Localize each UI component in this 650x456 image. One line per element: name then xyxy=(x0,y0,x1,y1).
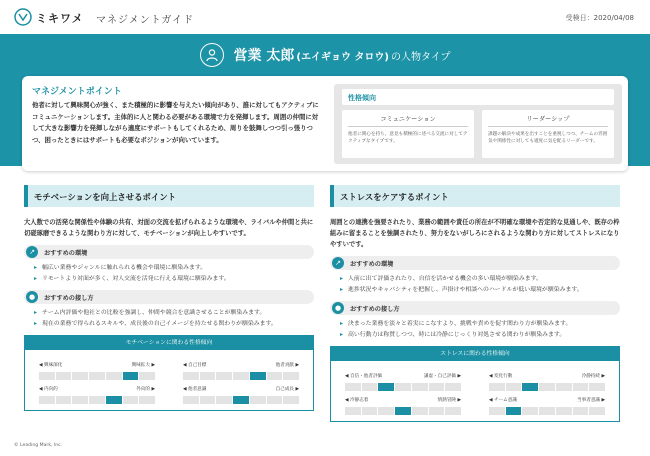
list-item: ▸ チーム内評価や他社との比較を強調し、仲間や競合を意識させることが馴染みます。 xyxy=(34,308,314,319)
scale-segment xyxy=(489,407,505,415)
approach-list xyxy=(330,319,620,340)
scale-segment xyxy=(522,407,538,415)
list-item: ▸ 人前に出て評価されたり、自信を活かせる機会の多い環境が馴染みます。 xyxy=(340,274,620,285)
person-name: 営業 太郎 xyxy=(233,48,295,64)
trait-body: 課題の解決や成果を出すことを重視しつつ、チームの雰囲気や関係性に対しても適度に気を配るリーダーです。 xyxy=(488,132,608,145)
scale-segment xyxy=(378,383,394,391)
motivation-section xyxy=(24,185,314,411)
scale-left: ◀ 自己目標 xyxy=(183,363,207,368)
scale-segment xyxy=(89,396,105,404)
scale-segment xyxy=(362,383,378,391)
subheading-environment xyxy=(24,245,314,259)
scale-segment xyxy=(378,407,394,415)
scale-segment xyxy=(506,407,522,415)
scale-segment xyxy=(267,372,283,380)
subheading-label: おすすめの接し方 xyxy=(44,295,94,302)
scale-segment xyxy=(106,396,122,404)
scale-segment xyxy=(345,407,361,415)
scale-bar xyxy=(39,396,155,404)
scale-bar xyxy=(183,396,299,404)
title-suffix: の人物タイプ xyxy=(391,51,451,63)
scale-segment xyxy=(233,396,249,404)
scale-segment xyxy=(429,407,445,415)
scale-left: ◀ 興味深化 xyxy=(39,363,63,368)
management-point-card xyxy=(22,76,628,171)
scale xyxy=(489,397,605,415)
scale-segment xyxy=(395,407,411,415)
trait-body: 他者に関心を持ち、意見も積極的に述べる交流に対してアクティブなタイプです。 xyxy=(348,132,468,145)
motivation-desc: 大人数での活発な関係性や体験の共有、対面の交流を拡げられるような環境や、ライバルや仲間と共に切磋琢磨できるような関わり方に対して、モチベーションが向上しやすいです。 xyxy=(24,219,314,237)
scale-segment xyxy=(72,396,88,404)
scale xyxy=(39,362,155,380)
scale-segment xyxy=(39,396,55,404)
scale-segment xyxy=(589,407,605,415)
scale-segment xyxy=(539,407,555,415)
scale-segment xyxy=(573,407,589,415)
scale-left: ◀ 他者意識 xyxy=(183,387,207,392)
scale-bar xyxy=(489,407,605,415)
logo-text: ミキワメ xyxy=(36,12,84,25)
scale-segment xyxy=(283,372,299,380)
scale-right: 情熱冒険 ▶ xyxy=(437,398,461,403)
copyright: © Leading Mark, Inc. xyxy=(14,443,63,448)
scale-segment xyxy=(412,383,428,391)
person-kana: (エイギョウ タロウ) xyxy=(296,51,389,63)
trend-icon: ↗ xyxy=(332,257,344,269)
scale-left: ◀ チーム意識 xyxy=(489,398,517,403)
scale-segment xyxy=(506,383,522,391)
scale-right: 他者貢献 ▶ xyxy=(275,363,299,368)
section-heading xyxy=(330,185,620,207)
stress-desc: 周囲との連携を強要されたり、業務の範囲や責任の所在が不明確な環境や否定的な見通しや、既存の枠組みに留まることを強調されたり、努力をないがしろにされるような関わり方に対してストレスになりやすいです。 xyxy=(330,219,620,248)
scale-left: ◀ 自信・他者評価 xyxy=(345,374,383,379)
management-point-title: マネジメントポイント xyxy=(32,87,122,97)
scale-segment xyxy=(106,372,122,380)
scale-left: ◀ 冷静志着 xyxy=(345,398,369,403)
scale-segment xyxy=(123,372,139,380)
trait-title: 性格傾向 xyxy=(342,89,614,105)
env-list xyxy=(330,274,620,295)
scale-segment xyxy=(522,383,538,391)
motivation-title: モチベーションを向上させるポイント xyxy=(34,192,177,202)
motivation-trend-box xyxy=(24,335,314,411)
scale-segment xyxy=(412,407,428,415)
list-item: ▸ 決まった業務を淡々と着実にこなすより、挑戦や責めを促す関わり方が馴染みます。 xyxy=(340,319,620,330)
subheading-label: おすすめの接し方 xyxy=(350,306,400,313)
scale-right: 興味拡大 ▶ xyxy=(131,363,155,368)
trait-box xyxy=(334,84,622,164)
scale-segment xyxy=(139,396,155,404)
scale-segment xyxy=(250,396,266,404)
scale-segment xyxy=(216,372,232,380)
scale-segment xyxy=(89,372,105,380)
trait-leadership xyxy=(482,110,614,158)
scale-segment xyxy=(556,383,572,391)
subheading-label: おすすめの環境 xyxy=(350,261,394,268)
guide-title: マネジメントガイド xyxy=(96,15,195,26)
scale-bar xyxy=(183,372,299,380)
scale-segment xyxy=(56,396,72,404)
stress-trend-box xyxy=(330,346,620,422)
scale-bar xyxy=(345,407,461,415)
scale-segment xyxy=(345,383,361,391)
scale-segment xyxy=(123,396,139,404)
person-icon: ● xyxy=(332,302,344,314)
person-icon xyxy=(200,43,224,67)
trend-icon: ↗ xyxy=(26,246,38,258)
scale-segment xyxy=(539,383,555,391)
list-item: ▸ 現在の業務で得られるスキルや、成長後の自己イメージを持たせる関わりが馴染みます。 xyxy=(34,319,314,330)
scale-segment xyxy=(267,396,283,404)
scale-segment xyxy=(250,372,266,380)
scale-right: 外向的 ▶ xyxy=(136,387,155,392)
scale-bar xyxy=(39,372,155,380)
scale-segment xyxy=(200,396,216,404)
scale-segment xyxy=(233,372,249,380)
scale-segment xyxy=(489,383,505,391)
scale-bar xyxy=(489,383,605,391)
trend-title: モチベーションに関わる性格傾向 xyxy=(25,336,313,350)
scale-bar xyxy=(345,383,461,391)
scale-right: 当事者意識 ▶ xyxy=(577,398,605,403)
list-item: ▸ 高い行動力は称賛しつつ、時には冷静にじっくり対処させる関わりが馴染みます。 xyxy=(340,330,620,341)
scale-segment xyxy=(200,372,216,380)
scale-right: 謙虚・自己評価 ▶ xyxy=(423,374,461,379)
list-item: ▸ リモートより対面が多く、対人交流を活発に行える環境に馴染みます。 xyxy=(34,274,314,285)
subheading-environment xyxy=(330,256,620,270)
person-icon: ● xyxy=(26,291,38,303)
scale-segment xyxy=(556,407,572,415)
subheading-approach xyxy=(24,290,314,304)
scale-segment xyxy=(395,383,411,391)
scale-segment xyxy=(39,372,55,380)
trend-title: ストレスに関わる性格傾向 xyxy=(331,347,619,361)
stress-section xyxy=(330,185,620,422)
scale xyxy=(345,373,461,391)
scale-segment xyxy=(283,396,299,404)
approach-list xyxy=(24,308,314,329)
list-item: ▸ 幅広い業務やジャンルに触れられる機会や環境に馴染みます。 xyxy=(34,263,314,274)
scale-segment xyxy=(573,383,589,391)
exam-date: 受検日：2020/04/08 xyxy=(565,14,634,22)
subheading-label: おすすめの環境 xyxy=(44,250,88,257)
scale xyxy=(183,362,299,380)
trait-head: リーダーシップ xyxy=(488,110,608,127)
scale-segment xyxy=(445,383,461,391)
scale-segment xyxy=(139,372,155,380)
scale-left: ◀ 変化行動 xyxy=(489,374,513,379)
scale-segment xyxy=(445,407,461,415)
subheading-approach xyxy=(330,301,620,315)
scale-segment xyxy=(72,372,88,380)
list-item: ▸ 進捗状況やキャパシティを把握し、声掛けや相談へのハードルが低い環境が馴染みます。 xyxy=(340,285,620,296)
env-list xyxy=(24,263,314,284)
scale-right: 冷静持続 ▶ xyxy=(581,374,605,379)
scale-right: 自己成長 ▶ xyxy=(275,387,299,392)
trait-head: コミュニケーション xyxy=(348,110,468,127)
management-point-body: 他者に対して興味関心が強く、また積極的に影響を与えたい傾向があり、誰に対してもアクティブにコミュニケーションします。主体的に人と関わる必要がある環境で力を発揮します。周囲の仲間に対して大きな影響力を発揮しながら適度にサポートもしてくれるため、周りを鼓舞しつつ引っ張りつつ、困ったときにはサポートも必要なポジションが向いています。 xyxy=(32,101,319,144)
section-heading xyxy=(24,185,314,207)
scale xyxy=(183,386,299,404)
scale-segment xyxy=(429,383,445,391)
scale xyxy=(489,373,605,391)
scale-segment xyxy=(216,396,232,404)
top-header xyxy=(0,0,650,34)
stress-title: ストレスをケアするポイント xyxy=(340,192,449,202)
scale-segment xyxy=(183,372,199,380)
person-title xyxy=(0,40,650,70)
trait-communication xyxy=(342,110,474,158)
scale xyxy=(345,397,461,415)
scale-segment xyxy=(589,383,605,391)
scale-segment xyxy=(362,407,378,415)
scale xyxy=(39,386,155,404)
logo-icon xyxy=(14,8,32,26)
scale-left: ◀ 内向的 xyxy=(39,387,58,392)
scale-segment xyxy=(183,396,199,404)
scale-segment xyxy=(56,372,72,380)
